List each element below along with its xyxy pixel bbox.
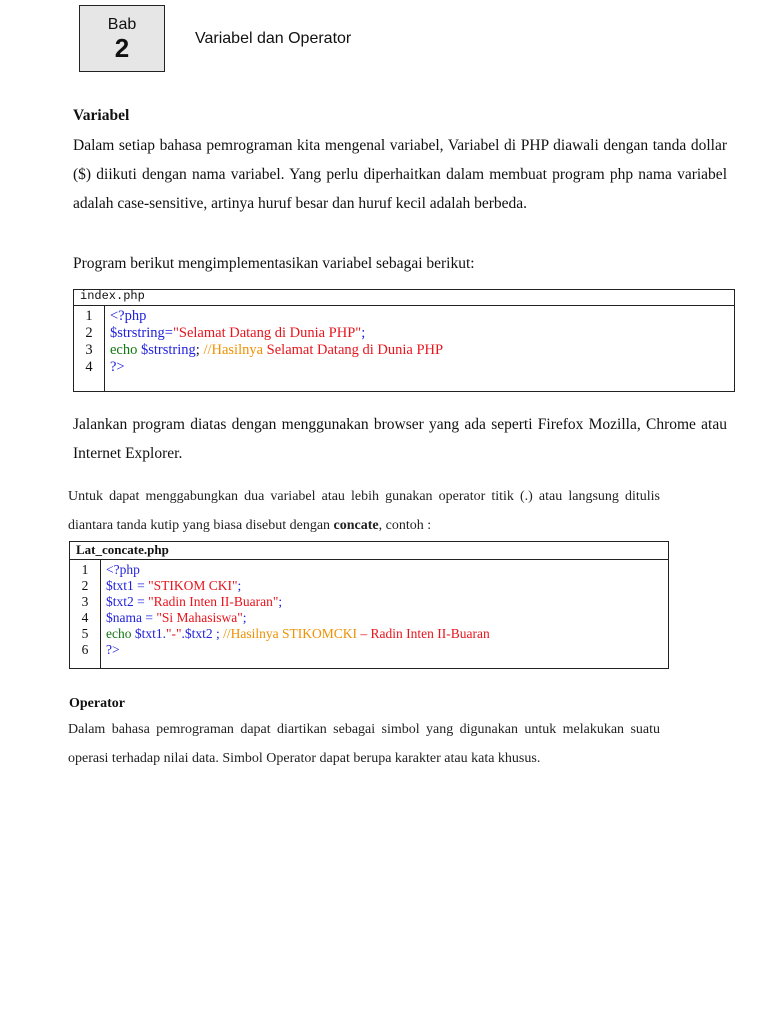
line-number: 1 — [85, 307, 93, 324]
code-lines — [105, 305, 735, 391]
code-lines — [101, 559, 669, 668]
code-token: $txt2 = — [106, 593, 149, 609]
concate-text-after: , contoh : — [378, 518, 432, 533]
line-number: 6 — [81, 641, 89, 657]
paragraph-program-intro: Program berikut mengimplementasikan variabel sebagai berikut: — [73, 255, 475, 272]
code-token: $strstring — [141, 341, 196, 358]
code-token: ; — [237, 577, 242, 593]
chapter-number: 2 — [114, 33, 130, 63]
code-token: $strstring= — [110, 324, 173, 341]
concate-term: concate — [333, 518, 379, 533]
code-line — [106, 594, 664, 610]
line-number: 2 — [81, 577, 89, 593]
line-number: 2 — [85, 324, 93, 341]
code-token: ; — [361, 324, 366, 341]
code-line — [106, 626, 664, 642]
concate-text-before: Untuk dapat menggabungkan dua variabel atau lebih gunakan operator titik (.) atau langsung ditulis diantara tanda kutip yang biasa disebut dengan — [68, 489, 660, 533]
line-number: 1 — [81, 561, 89, 577]
chapter-box — [79, 5, 165, 72]
line-number: 4 — [85, 358, 93, 375]
code-token: <?php — [106, 561, 140, 577]
chapter-title: Variabel dan Operator — [195, 30, 352, 47]
line-number: 5 — [81, 625, 89, 641]
code-token: ; — [242, 609, 247, 625]
code-token: ?> — [110, 358, 125, 375]
code-token: $nama = — [106, 609, 157, 625]
line-number: 3 — [81, 593, 89, 609]
line-numbers — [70, 559, 101, 668]
section-heading-operator: Operator — [69, 696, 125, 711]
code-token: //Hasilnya STIKOMCKI — [223, 625, 358, 641]
code-line — [106, 562, 664, 578]
code-token: "Selamat Datang di Dunia PHP" — [172, 324, 362, 341]
code-line — [110, 342, 730, 359]
code-token: .$txt2 ; — [181, 625, 224, 641]
code-token: //Hasilnya — [203, 341, 267, 358]
code-token: "Si Mahasiswa" — [156, 609, 243, 625]
paragraph-concate — [68, 482, 660, 540]
section-heading-variabel: Variabel — [73, 107, 130, 124]
paragraph-run-program: Jalankan program diatas dengan menggunakan browser yang ada seperti Firefox Mozilla, Chrome atau Internet Explorer. — [73, 416, 727, 462]
code-token: echo — [106, 625, 135, 641]
code-token: <?php — [110, 307, 147, 324]
code-token: "-" — [166, 625, 182, 641]
paragraph-operator: Dalam bahasa pemrograman dapat diartikan sebagai simbol yang digunakan untuk melakukan suatu operasi terhadap nilai data. Simbol Operator dapat berupa karakter atau kata khusus. — [68, 722, 660, 766]
code-token: "Radin Inten II-Buaran" — [148, 593, 279, 609]
code-listing-lat-concate — [69, 541, 669, 669]
code-token: – Radin Inten II-Buaran — [357, 625, 490, 641]
code-line — [106, 578, 664, 594]
code-token: ; — [195, 341, 204, 358]
code-token: $txt1 = — [106, 577, 149, 593]
chapter-label: Bab — [107, 16, 137, 33]
paragraph-variabel-intro: Dalam setiap bahasa pemrograman kita mengenal variabel, Variabel di PHP diawali dengan tanda dollar ($) diikuti dengan nama variabel. Yang perlu diperhaitkan dalam membuat program php nama variabel adalah case-sensitive, artinya huruf besar dan huruf kecil adalah berbeda. — [73, 137, 727, 212]
code-token: ?> — [106, 641, 120, 657]
code-line — [110, 308, 730, 325]
code-token: ; — [278, 593, 283, 609]
code-token: "STIKOM CKI" — [148, 577, 238, 593]
code-line — [110, 359, 730, 376]
code-line — [106, 610, 664, 626]
code-listing-index-php — [73, 289, 735, 392]
line-number: 3 — [85, 341, 93, 358]
code-filename: index.php — [74, 290, 735, 306]
code-token: echo — [110, 341, 141, 358]
line-numbers — [74, 305, 105, 391]
code-line — [110, 325, 730, 342]
code-line — [106, 642, 664, 658]
line-number: 4 — [81, 609, 89, 625]
code-token: Selamat Datang di Dunia PHP — [266, 341, 444, 358]
code-filename: Lat_concate.php — [70, 542, 669, 560]
code-token: $txt1. — [134, 625, 166, 641]
